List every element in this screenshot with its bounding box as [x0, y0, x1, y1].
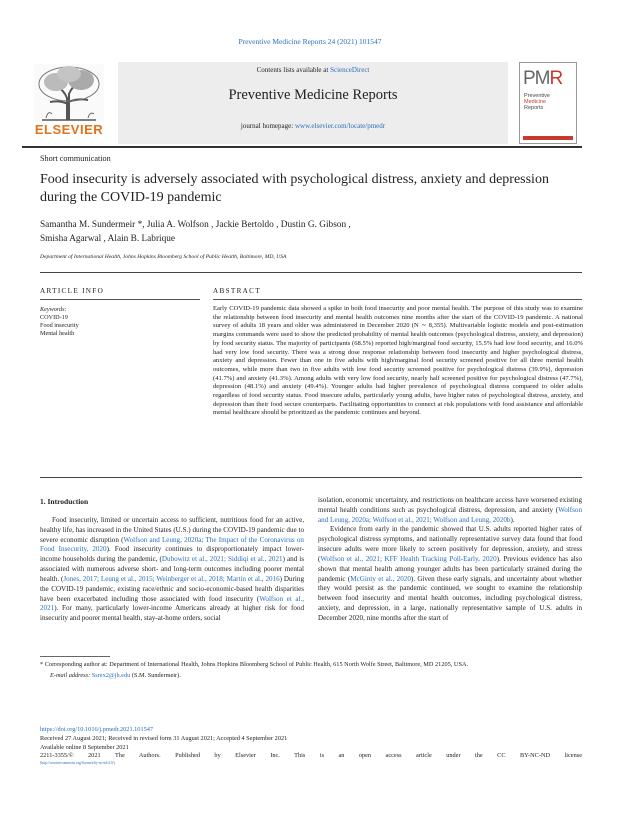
cover-line1: Preventive [524, 93, 550, 99]
email-line [40, 671, 582, 682]
contents-prefix: Contents lists available at [256, 66, 331, 74]
text-run: ). [510, 515, 515, 524]
keywords-label: Keywords: [40, 306, 67, 313]
doi-link[interactable]: https://doi.org/10.1016/j.pmedr.2021.101547 [40, 726, 154, 733]
text-run: Food insecurity, limited or uncertain access to sufficient, nutritious food for an active, healthy life, has increased in the United States (U.S.) during the COVID-19 pandemic due to severe economic disruption ( [40, 516, 304, 544]
email-label: E-mail address: [50, 671, 92, 679]
journal-masthead [118, 62, 508, 144]
cover-line2: Medicine [524, 99, 547, 105]
publication-info [40, 726, 582, 766]
body-left-column [40, 516, 304, 624]
text-run: ). Food insecurity continues to disproportionately impact lower-income households during the pandemic, ( [40, 545, 304, 564]
elsevier-wordmark: ELSEVIER [34, 122, 104, 137]
intro-paragraph [40, 516, 304, 624]
article-type: Short communication [40, 154, 111, 163]
header-divider [22, 146, 582, 148]
email-link[interactable]: Ssrex2@jh.edu [91, 671, 131, 679]
footnote-rule [40, 656, 110, 657]
keyword-item: Food insecurity [40, 322, 79, 330]
license-link[interactable]: (http://creativecommons.org/licenses/by-nc-nd/4.0/). [40, 761, 116, 766]
elsevier-logo[interactable] [28, 62, 110, 140]
text-run: ). Given these early signals, and uncertainty about whether they would persist as the pandemic continued, we sought to examine the relationship between food insecurity and mental health outcomes, including psychological distress, anxiety, and depression, in a large, nationally representative sample of U.S. adults in December 2020, nine months after the start of [318, 574, 582, 622]
intro-paragraph-cont [318, 496, 582, 525]
authors-line1[interactable]: Samantha M. Sundermeir *, Julia A. Wolfson , Jackie Bertoldo , Dustin G. Gibson , [40, 220, 351, 230]
keyword-item: COVID-19 [40, 314, 68, 322]
received-dates: Received 27 August 2021; Received in revised form 31 August 2021; Accepted 4 September 2021 [40, 734, 288, 742]
citation-link[interactable]: Wolfson and Leung, 2020a; The Impact of the Coronavirus on Food Insecurity, 2020 [40, 535, 304, 554]
text-run: Evidence from early in the pandemic showed that U.S. adults reported higher rates of psychological distress symptoms, and nationally representative survey data found that food insecure adults were more likely to screen positively for depression, anxiety, and stress ( [318, 525, 582, 563]
homepage-line [118, 122, 508, 130]
affiliation-divider [40, 272, 582, 273]
text-run: isolation, economic uncertainty, and restrictions on healthcare access have worsened existing mental health conditions such as psychological distress, depression, and anxiety ( [318, 496, 582, 514]
cover-subtitle [524, 93, 550, 111]
elsevier-tree-icon [34, 64, 104, 122]
cover-letters [523, 68, 562, 90]
citation-link[interactable]: Wolfson et al., 2021 [40, 594, 304, 613]
section-heading-introduction: 1. Introduction [40, 497, 89, 506]
citation-link[interactable]: Wolfson and Leung, 2020a; Wolfson et al., 2021; Wolfson and Leung, 2020b [318, 505, 582, 524]
journal-cover-thumbnail[interactable] [519, 62, 577, 144]
journal-reference[interactable]: Preventive Medicine Reports 24 (2021) 101547 [238, 37, 382, 46]
cover-letters-r: R [549, 68, 563, 89]
license-line: 2211-3355/© 2021 The Authors. Published by Elsevier Inc. This is an open access article under the CC BY-NC-ND license [40, 752, 582, 760]
article-info-rule [40, 299, 200, 300]
homepage-prefix: journal homepage: [240, 122, 295, 130]
corresponding-author-note: * Corresponding author at: Department of International Health, Johns Hopkins Bloomberg School of Public Health, 615 North Wolfe Street, Baltimore, MD 21205, USA. [40, 661, 469, 668]
affiliation: Department of International Health, Johns Hopkins Bloomberg School of Public Health, Baltimore, MD, USA [40, 254, 287, 260]
cover-line3: Reports [524, 105, 544, 111]
citation-link[interactable]: Jones, 2017; Leung et al., 2015; Weinberger et al., 2018; Martin et al., 2016 [63, 574, 280, 583]
email-suffix: (S.M. Sundermeir). [130, 671, 181, 679]
abstract-heading: ABSTRACT [213, 287, 261, 295]
abstract-rule [213, 299, 582, 300]
cover-bar [523, 136, 573, 140]
article-info-heading: ARTICLE INFO [40, 287, 105, 295]
abstract-text: Early COVID-19 pandemic data showed a spike in both food insecurity and poor mental health. The purpose of this study was to examine the relationship between food insecurity and mental health outcomes nine months after the start of the COVID-19 pandemic. A national survey of adults 18 years and older was administered in December 2020 (N ∼ 8,355). Multivariable logistic models and post-estimation margins commands were used to show the predicted probability of mental health outcomes (psychological distress, anxiety, and depression) by food security status. The majority of participants (68.5%) reported high/marginal food security, 15.5% had low food security, and 16.0% had very low food security. There was a strong dose response relationship between food insecurity and higher psychological distress, anxiety and depression. Fewer than one in five adults with high/marginal food security screened positive for all three mental health outcomes, while more than two in five adults with low food security screened positive for psychological distress (39.9%), depression (41.7%) and anxiety (41.3%). Among adults with very low food security, nearly half screened positive for psychological distress (47.7%), depression (48.1%) and anxiety (49.4%). Younger adults had higher prevalence of psychological distress compared to older adults regardless of food security status. Food insecure adults, particularly young adults, have higher rates of psychological distress, anxiety, and depression than their food secure counterparts. Facilitating opportunities to connect at risk populations with food assistance and affordable mental healthcare should be prioritized as the pandemic continues and beyond. [213, 305, 583, 417]
citation-link[interactable]: McGinty et al., 2020 [350, 574, 411, 583]
abstract-divider [40, 477, 582, 478]
authors-line2[interactable]: Smisha Agarwal , Alain B. Labrique [40, 234, 176, 244]
article-title: Food insecurity is adversely associated with psychological distress, anxiety and depression during the COVID-19 pandemic [40, 172, 549, 205]
journal-title: Preventive Medicine Reports [228, 87, 398, 103]
keyword-item: Mental health [40, 330, 75, 338]
body-right-column [318, 496, 582, 624]
text-run: ). For many, particularly lower-income Americans already at higher risk for food insecurity and poorer mental health, stay-at-home orders, social [40, 604, 304, 623]
citation-link[interactable]: Wolfson et al., 2021; KFF Health Tracking Poll-Early, 2020 [320, 554, 497, 563]
citation-link[interactable]: Dubowitz et al., 2021; Siddiqi et al., 2021 [161, 555, 283, 564]
footnote-block [40, 660, 582, 681]
author-list [40, 218, 580, 246]
cover-letters-pm: PM [523, 68, 550, 89]
sciencedirect-link[interactable]: ScienceDirect [330, 66, 370, 74]
text-run: ) During the COVID-19 pandemic, existing race/ethnic and socio-economic-based health disparities have been exacerbated including those associated with food insecurity ( [40, 574, 304, 603]
text-run: ) and is associated with numerous adverse short- and long-term outcomes including poorer mental health. ( [40, 555, 304, 583]
contents-line [118, 66, 508, 74]
online-date: Available online 8 September 2021 [40, 743, 129, 751]
text-run: ). Previous evidence has also shown that mental health among younger adults has been particularly strained during the pandemic ( [318, 554, 582, 583]
intro-paragraph [318, 525, 582, 623]
keywords-block [40, 306, 79, 338]
homepage-link[interactable]: www.elsevier.com/locate/pmedr [294, 122, 386, 130]
